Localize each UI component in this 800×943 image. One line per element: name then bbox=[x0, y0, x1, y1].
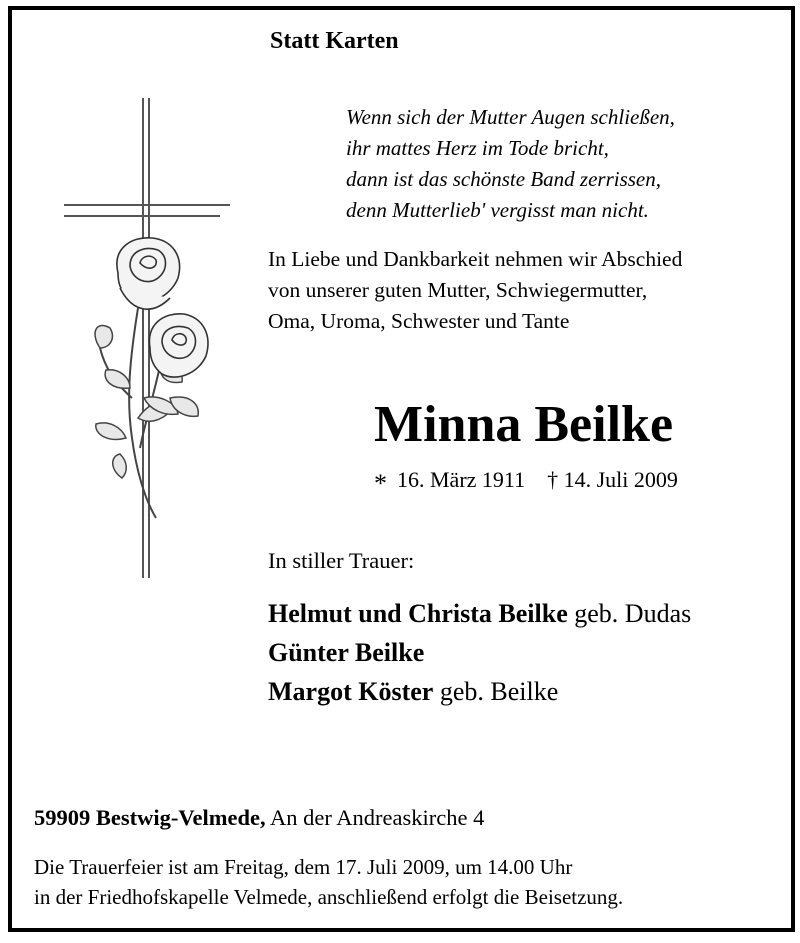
poem bbox=[346, 102, 675, 226]
mourner-name: Margot Köster bbox=[268, 677, 434, 706]
death-date: 14. Juli 2009 bbox=[563, 467, 678, 492]
poem-line: dann ist das schönste Band zerrissen, bbox=[346, 167, 661, 191]
funeral-notice bbox=[34, 852, 623, 912]
address-street: An der Andreaskirche 4 bbox=[265, 805, 485, 830]
mourner-name: Günter Beilke bbox=[268, 638, 425, 667]
birth-symbol: * bbox=[374, 469, 387, 498]
mourner-suffix: geb. Dudas bbox=[567, 599, 692, 628]
death-symbol: † bbox=[547, 467, 559, 492]
mourner-list bbox=[268, 594, 691, 711]
intro-line: von unserer guten Mutter, Schwiegermutter, bbox=[268, 278, 648, 302]
mourner-entry bbox=[268, 594, 691, 633]
deceased-name: Minna Beilke bbox=[374, 396, 674, 453]
mourner-entry bbox=[268, 633, 691, 672]
mourning-label: In stiller Trauer: bbox=[268, 548, 415, 573]
address-place: 59909 Bestwig-Velmede, bbox=[34, 805, 266, 830]
cross-with-roses-icon bbox=[60, 98, 235, 588]
notice-line: Die Trauerfeier ist am Freitag, dem 17. Juli 2009, um 14.00 Uhr bbox=[34, 855, 573, 879]
poem-line: ihr mattes Herz im Tode bricht, bbox=[346, 136, 609, 160]
mourner-suffix: geb. Beilke bbox=[433, 677, 559, 706]
intro-line: Oma, Uroma, Schwester und Tante bbox=[268, 309, 570, 333]
header-title: Statt Karten bbox=[270, 28, 399, 54]
life-dates bbox=[374, 467, 678, 499]
address bbox=[34, 805, 484, 831]
obituary-card bbox=[8, 6, 795, 932]
birth-date: 16. März 1911 bbox=[397, 467, 526, 492]
mourner-name: Helmut und Christa Beilke bbox=[268, 599, 568, 628]
poem-line: Wenn sich der Mutter Augen schließen, bbox=[346, 105, 675, 129]
intro-text bbox=[268, 244, 682, 337]
intro-line: In Liebe und Dankbarkeit nehmen wir Abschied bbox=[268, 247, 683, 271]
mourner-entry bbox=[268, 672, 691, 711]
poem-line: denn Mutterlieb' vergisst man nicht. bbox=[346, 198, 649, 222]
notice-line: in der Friedhofskapelle Velmede, anschließend erfolgt die Beisetzung. bbox=[34, 885, 624, 909]
